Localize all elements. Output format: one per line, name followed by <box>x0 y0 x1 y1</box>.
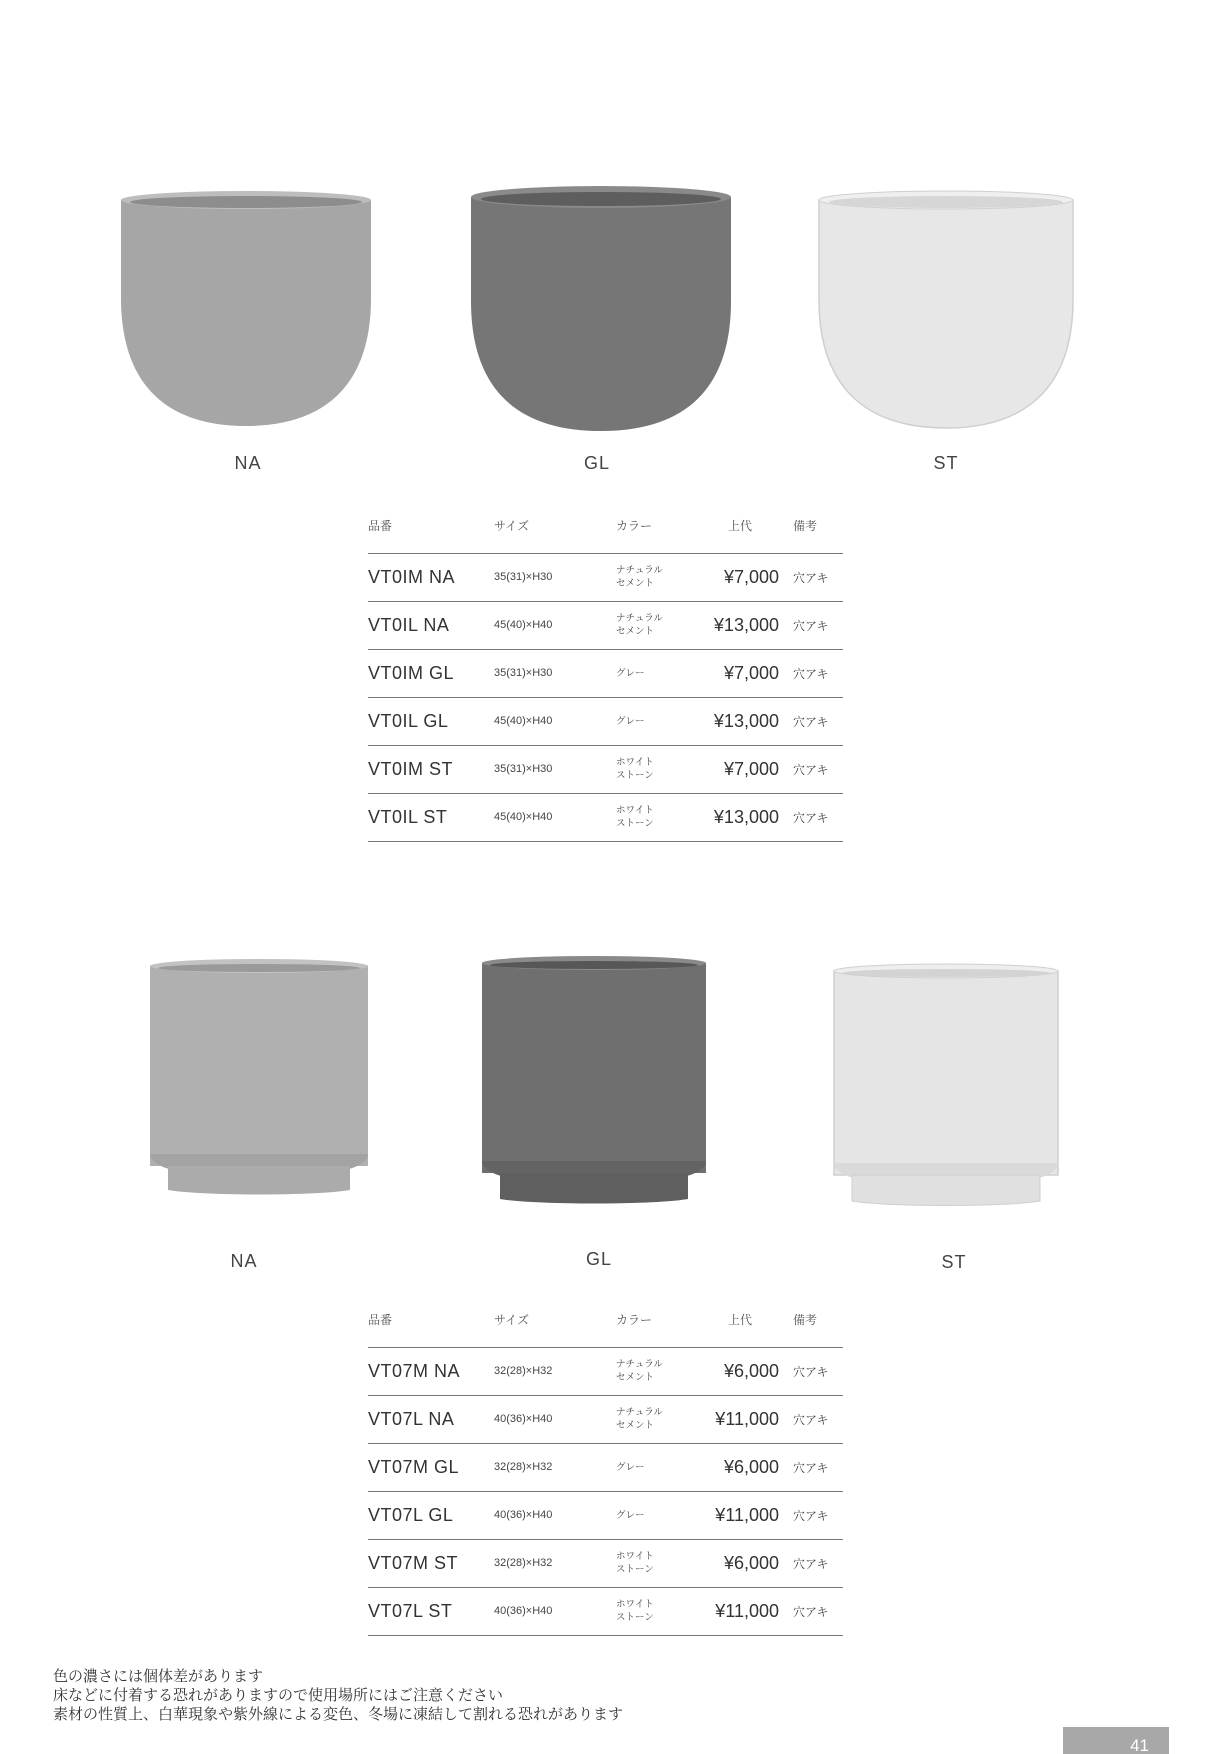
product-price: ¥7,000 <box>698 553 793 601</box>
pot-vt01-st <box>815 188 1077 433</box>
product-note: 穴アキ <box>793 1395 843 1443</box>
table-row <box>368 601 843 649</box>
product-color: グレー <box>616 649 698 697</box>
product-note: 穴アキ <box>793 1539 843 1587</box>
product-note: 穴アキ <box>793 1347 843 1395</box>
product-size: 45(40)×H40 <box>494 601 616 649</box>
pot-vt01-gl <box>467 183 735 436</box>
product-color: ホワイト ストーン <box>616 745 698 793</box>
header-code: 品番 <box>368 1313 393 1327</box>
product-note: 穴アキ <box>793 793 843 841</box>
pot-vt07-na <box>146 958 372 1200</box>
header-code: 品番 <box>368 519 393 533</box>
note-line: 素材の性質上、白華現象や紫外線による変色、冬場に凍結して割れる恐れがあります <box>53 1706 624 1723</box>
product-price: ¥7,000 <box>698 649 793 697</box>
table-row <box>368 745 843 793</box>
table-row <box>368 1587 843 1635</box>
pot-vt07-st <box>830 963 1062 1211</box>
product-color: ホワイト ストーン <box>616 793 698 841</box>
pot-label-st: ST <box>933 453 959 473</box>
pot-label-na: NA <box>230 1251 258 1271</box>
table-row <box>368 697 843 745</box>
product-price: ¥11,000 <box>698 1395 793 1443</box>
table-row <box>368 1443 843 1491</box>
page-number: 41 <box>1063 1727 1169 1754</box>
spec-table-vt01 <box>368 513 843 842</box>
pot-label-gl: GL <box>583 453 611 473</box>
product-size: 32(28)×H32 <box>494 1539 616 1587</box>
product-note: 穴アキ <box>793 553 843 601</box>
product-code: VT07L ST <box>368 1587 494 1635</box>
product-size: 32(28)×H32 <box>494 1347 616 1395</box>
header-note: 備考 <box>793 519 818 533</box>
product-color: グレー <box>616 1491 698 1539</box>
product-size: 35(31)×H30 <box>494 553 616 601</box>
product-note: 穴アキ <box>793 649 843 697</box>
product-size: 45(40)×H40 <box>494 793 616 841</box>
product-price: ¥13,000 <box>698 601 793 649</box>
product-price: ¥7,000 <box>698 745 793 793</box>
product-note: 穴アキ <box>793 1491 843 1539</box>
product-color: グレー <box>616 1443 698 1491</box>
product-color: ホワイト ストーン <box>616 1539 698 1587</box>
table-header-row <box>368 513 843 553</box>
spec-table-vt07 <box>368 1307 843 1636</box>
product-code: VT07L NA <box>368 1395 494 1443</box>
product-color: ナチュラル セメント <box>616 601 698 649</box>
header-color: カラー <box>616 519 653 533</box>
care-notes <box>53 1667 623 1724</box>
product-code: VT07M ST <box>368 1539 494 1587</box>
table-row <box>368 1347 843 1395</box>
table-row <box>368 793 843 841</box>
product-note: 穴アキ <box>793 697 843 745</box>
product-size: 40(36)×H40 <box>494 1587 616 1635</box>
product-code: VT07M GL <box>368 1443 494 1491</box>
product-color: グレー <box>616 697 698 745</box>
product-code: VT0IL GL <box>368 697 494 745</box>
header-size: サイズ <box>494 1313 530 1327</box>
table-row <box>368 1539 843 1587</box>
product-note: 穴アキ <box>793 1587 843 1635</box>
product-color: ホワイト ストーン <box>616 1587 698 1635</box>
table-row <box>368 649 843 697</box>
table-row <box>368 553 843 601</box>
product-size: 45(40)×H40 <box>494 697 616 745</box>
product-price: ¥6,000 <box>698 1443 793 1491</box>
product-code: VT0IL NA <box>368 601 494 649</box>
product-size: 35(31)×H30 <box>494 649 616 697</box>
pot-vt01-na <box>117 188 375 431</box>
table-row <box>368 1491 843 1539</box>
pot-label-gl: GL <box>585 1249 613 1269</box>
pot-label-st: ST <box>941 1252 967 1272</box>
product-code: VT0IM GL <box>368 649 494 697</box>
note-line: 床などに付着する恐れがありますので使用場所にはご注意ください <box>53 1687 504 1704</box>
table-header-row <box>368 1307 843 1347</box>
header-price: 上代 <box>728 519 753 533</box>
product-price: ¥13,000 <box>698 793 793 841</box>
product-price: ¥13,000 <box>698 697 793 745</box>
product-note: 穴アキ <box>793 601 843 649</box>
product-price: ¥6,000 <box>698 1347 793 1395</box>
product-note: 穴アキ <box>793 1443 843 1491</box>
header-note: 備考 <box>793 1313 818 1327</box>
pot-vt07-gl <box>478 955 710 1210</box>
product-color: ナチュラル セメント <box>616 553 698 601</box>
product-price: ¥11,000 <box>698 1491 793 1539</box>
product-size: 32(28)×H32 <box>494 1443 616 1491</box>
product-size: 40(36)×H40 <box>494 1491 616 1539</box>
product-code: VT0IL ST <box>368 793 494 841</box>
product-color: ナチュラル セメント <box>616 1395 698 1443</box>
product-size: 35(31)×H30 <box>494 745 616 793</box>
header-price: 上代 <box>728 1313 753 1327</box>
product-size: 40(36)×H40 <box>494 1395 616 1443</box>
product-code: VT0IM ST <box>368 745 494 793</box>
header-color: カラー <box>616 1313 653 1327</box>
header-size: サイズ <box>494 519 530 533</box>
product-note: 穴アキ <box>793 745 843 793</box>
product-color: ナチュラル セメント <box>616 1347 698 1395</box>
product-price: ¥11,000 <box>698 1587 793 1635</box>
product-price: ¥6,000 <box>698 1539 793 1587</box>
table-row <box>368 1395 843 1443</box>
note-line: 色の濃さには個体差があります <box>53 1668 264 1685</box>
product-code: VT07L GL <box>368 1491 494 1539</box>
product-code: VT07M NA <box>368 1347 494 1395</box>
product-code: VT0IM NA <box>368 553 494 601</box>
pot-label-na: NA <box>234 453 262 473</box>
